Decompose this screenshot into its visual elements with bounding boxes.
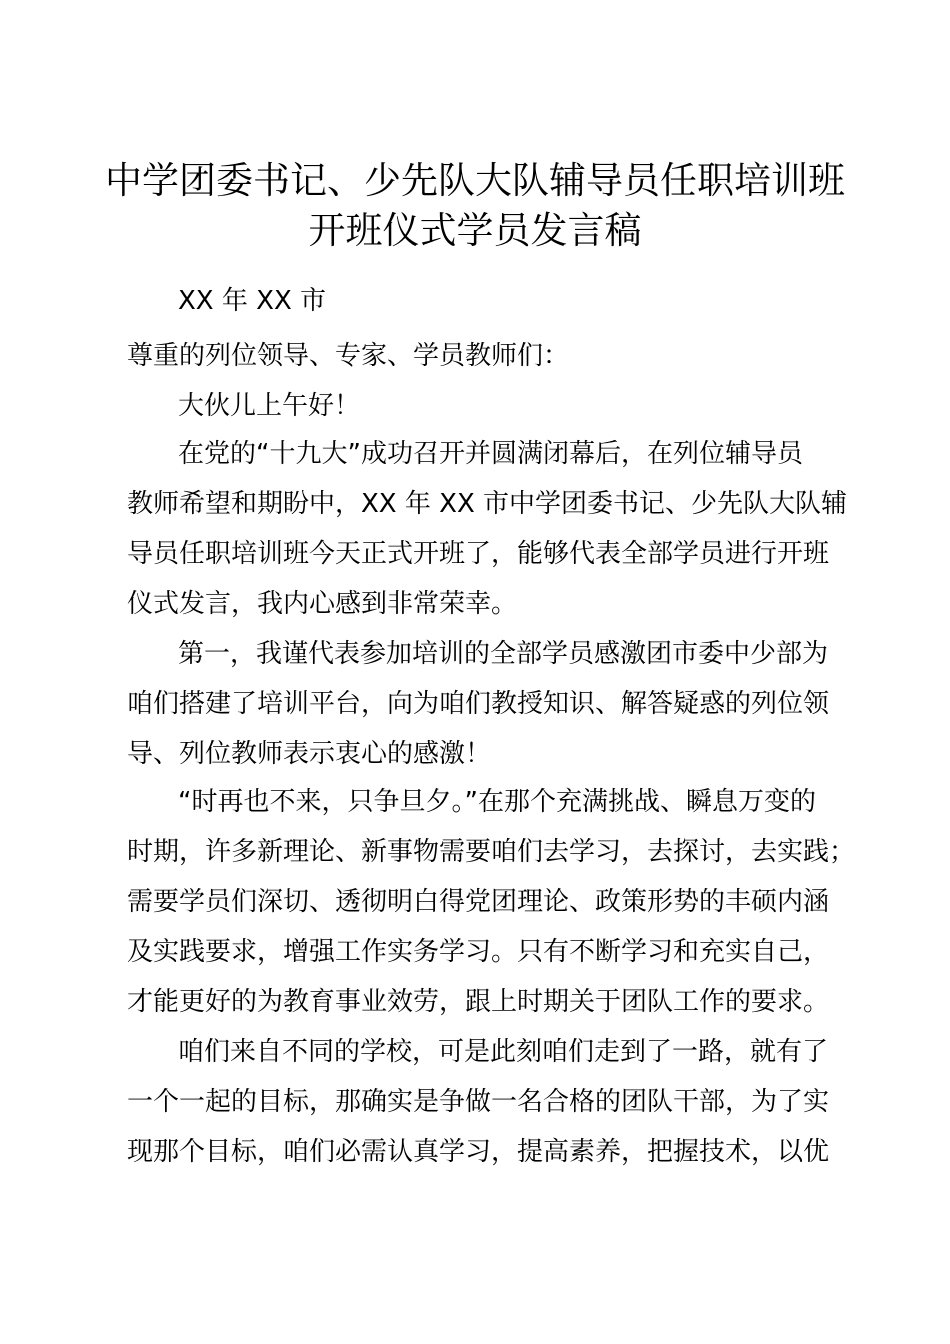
document-title-line-1: 中学团委书记、少先队大队辅导员任职培训班 xyxy=(105,159,845,202)
paragraph-line: 时期，许多新理论、新事物需要咱们去学习，去探讨，去实践； xyxy=(127,837,856,867)
paragraph-line: 咱们搭建了培训平台，向为咱们教授知识、解答疑惑的列位领 xyxy=(127,689,830,719)
paragraph-line: 导、列位教师表示衷心的感激！ xyxy=(127,739,492,769)
paragraph-line: 仪式发言，我内心感到非常荣幸。 xyxy=(127,589,518,619)
greeting: 大伙儿上午好！ xyxy=(178,391,361,421)
paragraph-line: “时再也不来，只争旦夕。”在那个充满挑战、瞬息万变的 xyxy=(178,787,816,817)
paragraph-line: 咱们来自不同的学校，可是此刻咱们走到了一路，就有了 xyxy=(178,1037,829,1067)
salutation: 尊重的列位领导、专家、学员教师们： xyxy=(127,341,570,371)
paragraph-line: 第一，我谨代表参加培训的全部学员感激团市委中少部为 xyxy=(178,639,829,669)
paragraph-line: 才能更好的为教育事业效劳，跟上时期关于团队工作的要求。 xyxy=(127,987,830,1017)
paragraph-line: 需要学员们深切、透彻明白得党团理论、政策形势的丰硕内涵 xyxy=(127,887,830,917)
paragraph-line: 现那个目标，咱们必需认真学习，提高素养，把握技术，以优 xyxy=(127,1137,830,1167)
paragraph-line: 导员任职培训班今天正式开班了，能够代表全部学员进行开班 xyxy=(127,539,830,569)
paragraph-line: 在党的“十九大”成功召开并圆满闭幕后，在列位辅导员 xyxy=(178,439,803,469)
document-title-line-2: 开班仪式学员发言稿 xyxy=(308,209,642,252)
paragraph-line: 一个一起的目标，那确实是争做一名合格的团队干部，为了实 xyxy=(127,1087,830,1117)
paragraph-line: 教师希望和期盼中，XX 年 XX 市中学团委书记、少先队大队辅 xyxy=(127,489,848,519)
date-place: XX 年 XX 市 xyxy=(178,286,327,316)
paragraph-line: 及实践要求，增强工作实务学习。只有不断学习和充实自己， xyxy=(127,937,830,967)
